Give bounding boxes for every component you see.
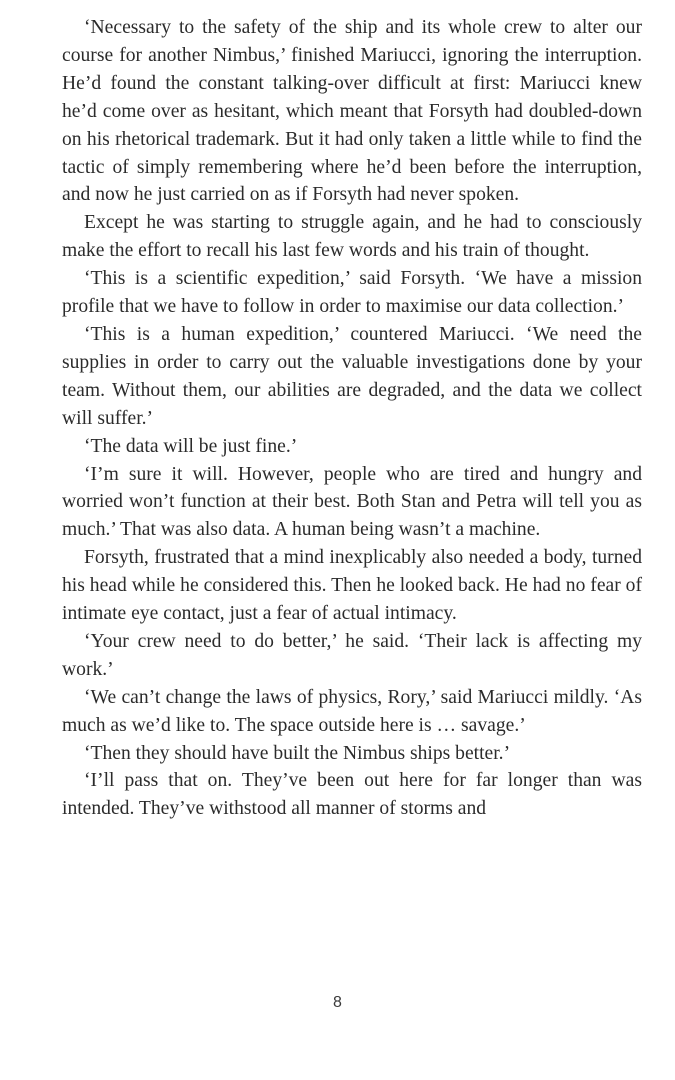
paragraph-1: ‘Necessary to the safety of the ship and its whole crew to alter our course for another Nimbus,’ finished Mariucci, ignoring the interruption. He’d found the constant talking-over difficult at first: Mariucci knew he’d come over as hesitant, which meant that Forsyth had doubled-down on his rhetorical trademark. But it had only taken a little while to find the tactic of simply remembering where he’d been before the interruption, and now he just carried on as if Forsyth had never spoken. bbox=[62, 17, 642, 206]
paragraph-5: ‘The data will be just fine.’ bbox=[84, 435, 298, 457]
paragraph-9: ‘We can’t change the laws of physics, Rory,’ said Mariucci mildly. ‘As much as we’d like to. The space outside here is … savage.’ bbox=[62, 686, 642, 736]
book-page-body bbox=[62, 14, 642, 823]
paragraph-10: ‘Then they should have built the Nimbus ships better.’ bbox=[84, 742, 511, 764]
paragraph-3: ‘This is a scientific expedition,’ said Forsyth. ‘We have a mission profile that we have to follow in order to maximise our data collection.’ bbox=[62, 268, 642, 318]
paragraph-6: ‘I’m sure it will. However, people who are tired and hungry and worried won’t function at their best. Both Stan and Petra will tell you as much.’ That was also data. A human being wasn’t a machine. bbox=[62, 463, 642, 541]
paragraph-11: ‘I’ll pass that on. They’ve been out here for far longer than was intended. They’ve withstood all manner of storms and bbox=[62, 770, 642, 820]
paragraph-4: ‘This is a human expedition,’ countered Mariucci. ‘We need the supplies in order to carry out the valuable investigations done by your team. Without them, our abilities are degraded, and the data we collect will suffer.’ bbox=[62, 323, 642, 429]
page-number: 8 bbox=[333, 994, 342, 1011]
paragraph-2: Except he was starting to struggle again, and he had to consciously make the effort to recall his last few words and his train of thought. bbox=[62, 212, 642, 262]
paragraph-7: Forsyth, frustrated that a mind inexplicably also needed a body, turned his head while he considered this. Then he looked back. He had no fear of intimate eye contact, just a fear of actual intimacy. bbox=[62, 547, 642, 625]
paragraph-8: ‘Your crew need to do better,’ he said. ‘Their lack is affecting my work.’ bbox=[62, 630, 642, 680]
